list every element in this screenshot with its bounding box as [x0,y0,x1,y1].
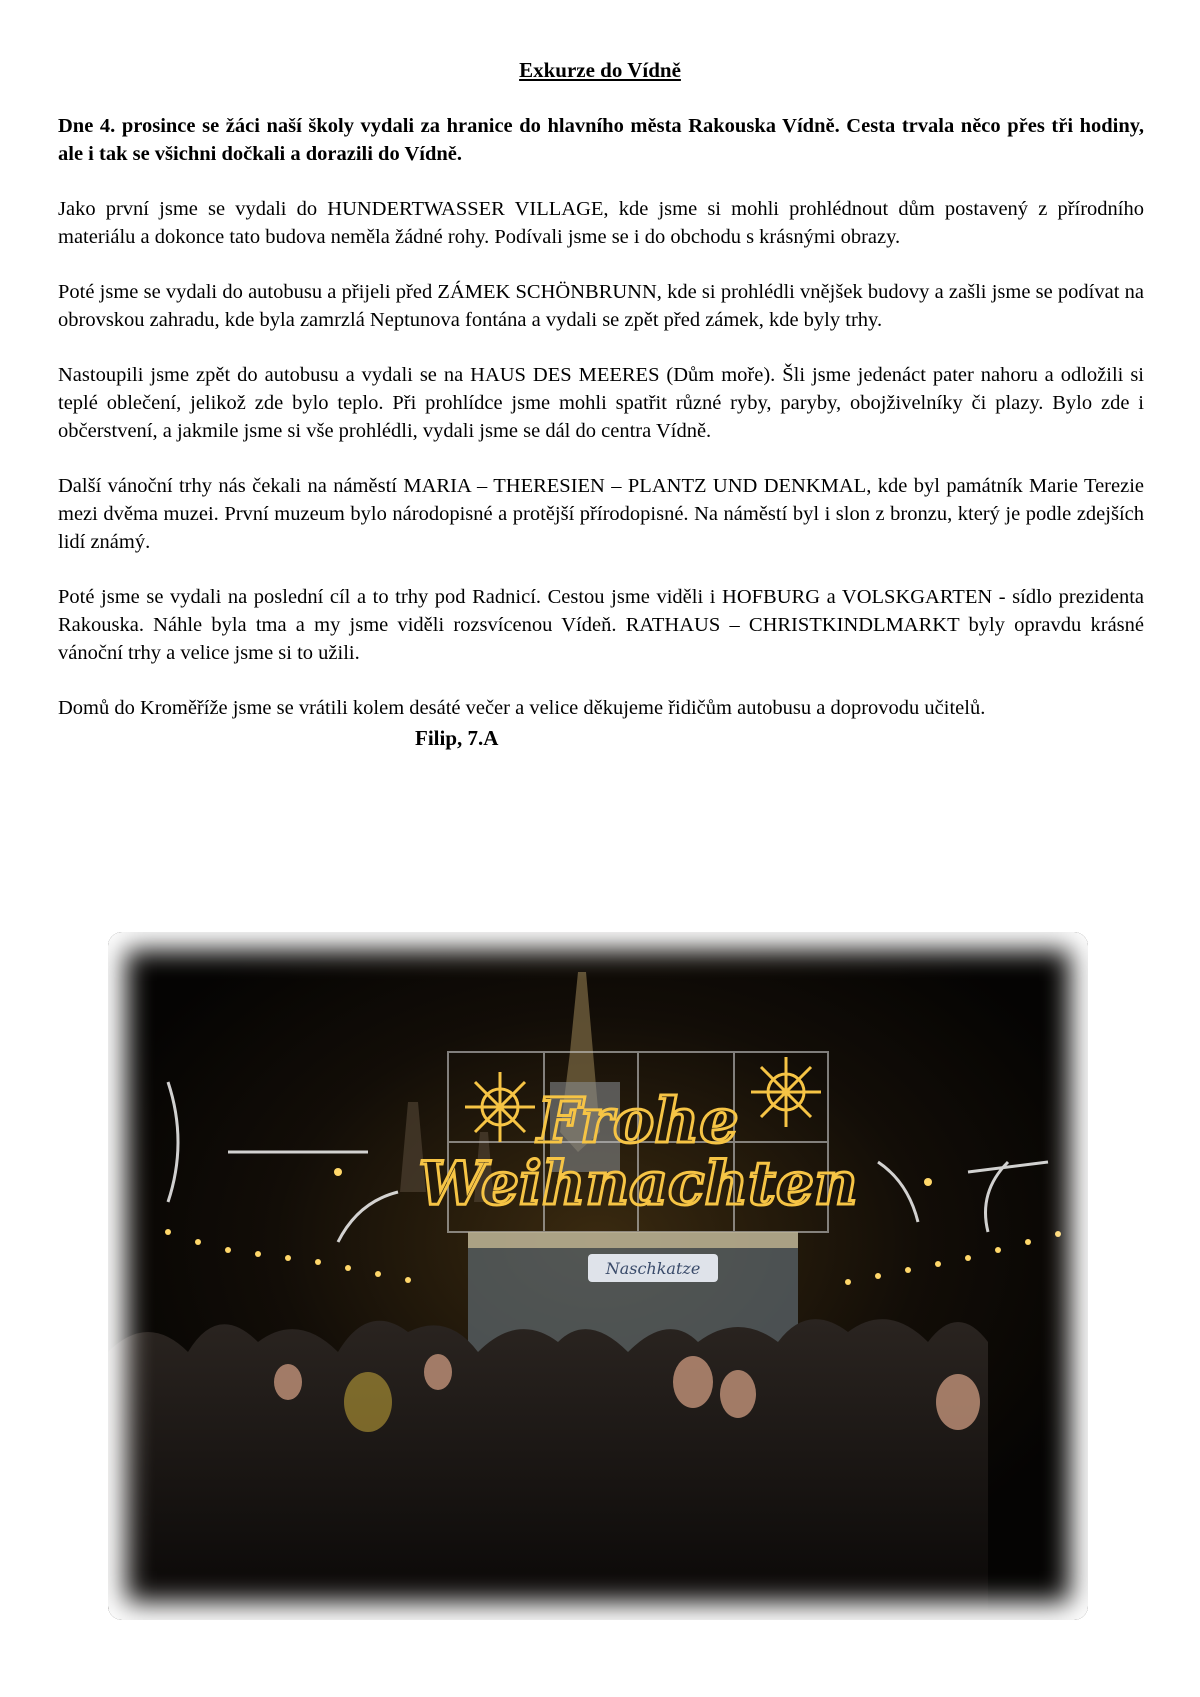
paragraph-haus-des-meeres: Nastoupili jsme zpět do autobusu a vydali se na HAUS DES MEERES (Dům moře). Šli jsme jedenáct pater nahoru a odložili si teplé oblečení, jelikož zde bylo teplo. Při prohlídce jsme mohli spatřit různé ryby, paryby, obojživelníky či plazy. Bylo zde i občerstvení, a jakmile jsme si vše prohlédli, vydali jsme se dál do centra Vídně. [58,364,1144,442]
paragraph-schonbrunn: Poté jsme se vydali do autobusu a přijeli před ZÁMEK SCHÖNBRUNN, kde si prohlédli vnějšek budovy a zašli jsme se podívat na obrovskou zahradu, kde byla zamrzlá Neptunova fontána a vydali se zpět před zámek, kde byly trhy. [58,281,1144,331]
document-body [58,112,1144,751]
sign-weihnachten: Weihnachten [418,1149,858,1219]
christmas-market-photo [108,932,1088,1620]
photo-illustration [108,932,1088,1620]
snowflake-icon-right [751,1057,821,1127]
signature: Filip, 7.A [415,726,499,750]
paragraph-rathaus: Poté jsme se vydali na poslední cíl a to trhy pod Radnicí. Cestou jsme viděli i HOFBURG a VOLSKGARTEN - sídlo prezidenta Rakouska. Náhle byla tma a my jsme viděli rozsvícenou Vídeň. RATHAUS – CHRISTKINDLMARKT byly opravdu krásné vánoční trhy a velice jsme si to užili. [58,586,1144,664]
snowflake-icon-left [465,1072,535,1142]
paragraph-return: Domů do Kroměříže jsme se vrátili kolem desáté večer a velice děkujeme řidičům autobusu a doprovodu učitelů. [58,697,986,719]
stall-sign: Naschkatze [605,1259,701,1278]
paragraph-intro: Dne 4. prosince se žáci naší školy vydali za hranice do hlavního města Rakouska Vídně. Cesta trvala něco přes tři hodiny, ale i tak se všichni dočkali a dorazili do Vídně. [58,115,1144,165]
sign-frohe: Frohe [537,1084,739,1157]
document-title: Exkurze do Vídně [519,58,681,82]
crowd [108,1319,988,1610]
paragraph-maria-theresien: Další vánoční trhy nás čekali na náměstí MARIA – THERESIEN – PLANTZ UND DENKMAL, kde byl památník Marie Terezie mezi dvěma muzei. První muzeum bylo národopisné a protější přírodopisné. Na náměstí byl i slon z bronzu, který je podle zdejších lidí známý. [58,475,1144,553]
paragraph-hundertwasser: Jako první jsme se vydali do HUNDERTWASSER VILLAGE, kde jsme si mohli prohlédnout dům postavený z přírodního materiálu a dokonce tato budova neměla žádné rohy. Podívali jsme se i do obchodu s krásnými obrazy. [58,198,1144,248]
